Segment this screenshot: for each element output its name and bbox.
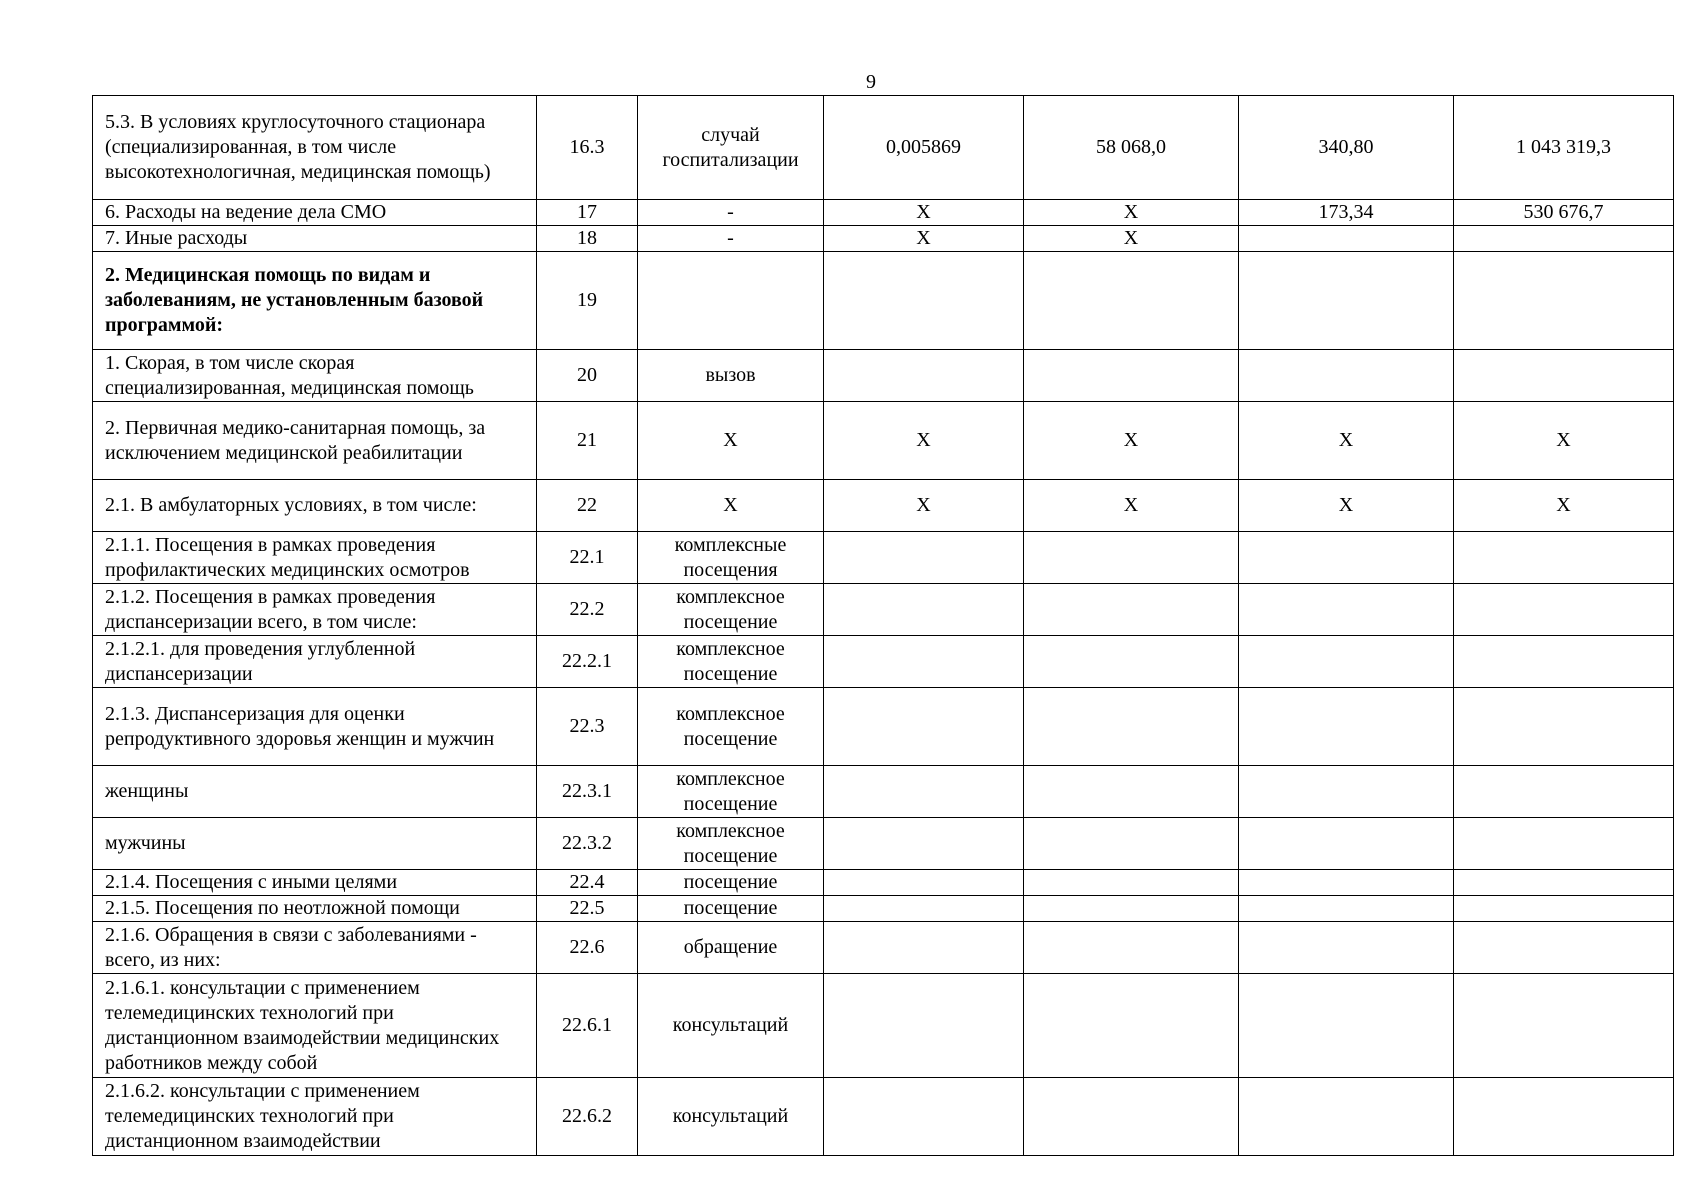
table-row — [93, 226, 1674, 252]
table-row — [93, 922, 1674, 974]
row-total — [1454, 766, 1674, 818]
table-row — [93, 350, 1674, 402]
table-body — [93, 96, 1674, 1156]
row-name: 2.1. В амбулаторных условиях, в том числе: — [93, 480, 537, 532]
row-unit: комплексное посещение — [638, 584, 824, 636]
row-name: мужчины — [93, 818, 537, 870]
row-volume: Х — [824, 200, 1024, 226]
row-cost — [1024, 922, 1239, 974]
table-row — [93, 818, 1674, 870]
row-unit: вызов — [638, 350, 824, 402]
row-volume: Х — [824, 402, 1024, 480]
row-cost — [1024, 896, 1239, 922]
row-name: женщины — [93, 766, 537, 818]
table-row — [93, 480, 1674, 532]
row-per-capita — [1239, 226, 1454, 252]
row-cost — [1024, 532, 1239, 584]
row-cost — [1024, 636, 1239, 688]
row-code: 20 — [537, 350, 638, 402]
row-volume — [824, 818, 1024, 870]
row-code: 16.3 — [537, 96, 638, 200]
row-code: 22.3.1 — [537, 766, 638, 818]
row-unit: посещение — [638, 870, 824, 896]
row-per-capita — [1239, 1078, 1454, 1156]
row-name: 7. Иные расходы — [93, 226, 537, 252]
row-per-capita — [1239, 818, 1454, 870]
row-unit: консультаций — [638, 974, 824, 1078]
row-per-capita — [1239, 532, 1454, 584]
row-name: 2.1.2.1. для проведения углубленной диспансеризации — [93, 636, 537, 688]
table-row — [93, 200, 1674, 226]
row-unit — [638, 252, 824, 350]
row-total — [1454, 636, 1674, 688]
row-code: 22.6.1 — [537, 974, 638, 1078]
row-total — [1454, 974, 1674, 1078]
row-total — [1454, 532, 1674, 584]
row-cost — [1024, 584, 1239, 636]
row-volume — [824, 896, 1024, 922]
row-total: Х — [1454, 480, 1674, 532]
row-total: 530 676,7 — [1454, 200, 1674, 226]
row-cost — [1024, 870, 1239, 896]
row-volume: Х — [824, 480, 1024, 532]
row-cost — [1024, 818, 1239, 870]
row-volume — [824, 252, 1024, 350]
row-per-capita: 340,80 — [1239, 96, 1454, 200]
row-volume — [824, 636, 1024, 688]
row-volume — [824, 870, 1024, 896]
table-row — [93, 96, 1674, 200]
row-name: 2.1.2. Посещения в рамках проведения диспансеризации всего, в том числе: — [93, 584, 537, 636]
table-row — [93, 636, 1674, 688]
table-row — [93, 252, 1674, 350]
row-code: 22.2.1 — [537, 636, 638, 688]
row-name: 2.1.3. Диспансеризация для оценки репродуктивного здоровья женщин и мужчин — [93, 688, 537, 766]
row-code: 22.4 — [537, 870, 638, 896]
row-per-capita: Х — [1239, 480, 1454, 532]
row-per-capita: Х — [1239, 402, 1454, 480]
table-row — [93, 688, 1674, 766]
table-row — [93, 974, 1674, 1078]
row-volume — [824, 584, 1024, 636]
row-volume — [824, 688, 1024, 766]
row-cost: Х — [1024, 480, 1239, 532]
table-row — [93, 584, 1674, 636]
row-per-capita — [1239, 870, 1454, 896]
row-per-capita — [1239, 922, 1454, 974]
row-total — [1454, 818, 1674, 870]
row-name: 2. Первичная медико-санитарная помощь, за исключением медицинской реабилитации — [93, 402, 537, 480]
row-volume: Х — [824, 226, 1024, 252]
row-code: 21 — [537, 402, 638, 480]
row-code: 22.6.2 — [537, 1078, 638, 1156]
row-unit: комплексное посещение — [638, 636, 824, 688]
table-row — [93, 532, 1674, 584]
row-unit: комплексное посещение — [638, 818, 824, 870]
row-cost — [1024, 688, 1239, 766]
row-name: 2.1.6.1. консультации с применением телемедицинских технологий при дистанционном взаимодействии медицинских работников между собой — [93, 974, 537, 1078]
row-total — [1454, 584, 1674, 636]
row-name: 5.3. В условиях круглосуточного стационара (специализированная, в том числе высокотехнологичная, медицинская помощь) — [93, 96, 537, 200]
row-cost — [1024, 766, 1239, 818]
row-volume — [824, 532, 1024, 584]
row-unit: комплексное посещение — [638, 688, 824, 766]
row-unit: посещение — [638, 896, 824, 922]
table-row — [93, 896, 1674, 922]
row-code: 22.5 — [537, 896, 638, 922]
table-row — [93, 402, 1674, 480]
table-row — [93, 766, 1674, 818]
row-unit: Х — [638, 480, 824, 532]
row-total — [1454, 896, 1674, 922]
page-number: 9 — [866, 71, 876, 93]
table-row — [93, 1078, 1674, 1156]
row-cost — [1024, 1078, 1239, 1156]
row-code: 22.6 — [537, 922, 638, 974]
table-row — [93, 870, 1674, 896]
row-unit: обращение — [638, 922, 824, 974]
row-total — [1454, 350, 1674, 402]
row-cost: 58 068,0 — [1024, 96, 1239, 200]
row-cost — [1024, 350, 1239, 402]
row-code: 17 — [537, 200, 638, 226]
row-cost — [1024, 974, 1239, 1078]
row-per-capita — [1239, 896, 1454, 922]
row-unit: случай госпитализации — [638, 96, 824, 200]
row-cost: Х — [1024, 226, 1239, 252]
row-name: 2. Медицинская помощь по видам и заболеваниям, не установленным базовой программой: — [93, 252, 537, 350]
row-volume — [824, 350, 1024, 402]
row-total — [1454, 870, 1674, 896]
row-per-capita — [1239, 974, 1454, 1078]
program-table — [92, 95, 1674, 1156]
row-total: Х — [1454, 402, 1674, 480]
row-unit: Х — [638, 402, 824, 480]
row-code: 22.3 — [537, 688, 638, 766]
row-code: 22 — [537, 480, 638, 532]
row-unit: комплексные посещения — [638, 532, 824, 584]
row-unit: - — [638, 200, 824, 226]
row-total — [1454, 688, 1674, 766]
row-code: 18 — [537, 226, 638, 252]
row-name: 2.1.6. Обращения в связи с заболеваниями - всего, из них: — [93, 922, 537, 974]
row-volume — [824, 1078, 1024, 1156]
row-total — [1454, 252, 1674, 350]
row-code: 22.3.2 — [537, 818, 638, 870]
row-unit: - — [638, 226, 824, 252]
row-name: 2.1.6.2. консультации с применением телемедицинских технологий при дистанционном взаимодействии — [93, 1078, 537, 1156]
row-unit: комплексное посещение — [638, 766, 824, 818]
row-name: 1. Скорая, в том числе скорая специализированная, медицинская помощь — [93, 350, 537, 402]
row-name: 2.1.1. Посещения в рамках проведения профилактических медицинских осмотров — [93, 532, 537, 584]
row-per-capita: 173,34 — [1239, 200, 1454, 226]
row-per-capita — [1239, 636, 1454, 688]
row-code: 22.1 — [537, 532, 638, 584]
row-name: 2.1.4. Посещения с иными целями — [93, 870, 537, 896]
row-name: 2.1.5. Посещения по неотложной помощи — [93, 896, 537, 922]
row-cost: Х — [1024, 200, 1239, 226]
row-per-capita — [1239, 584, 1454, 636]
row-unit: консультаций — [638, 1078, 824, 1156]
row-total: 1 043 319,3 — [1454, 96, 1674, 200]
row-total — [1454, 1078, 1674, 1156]
row-per-capita — [1239, 688, 1454, 766]
row-volume — [824, 974, 1024, 1078]
row-volume — [824, 922, 1024, 974]
row-code: 19 — [537, 252, 638, 350]
row-per-capita — [1239, 252, 1454, 350]
row-volume — [824, 766, 1024, 818]
row-cost: Х — [1024, 402, 1239, 480]
row-per-capita — [1239, 766, 1454, 818]
row-per-capita — [1239, 350, 1454, 402]
row-code: 22.2 — [537, 584, 638, 636]
row-total — [1454, 922, 1674, 974]
row-total — [1454, 226, 1674, 252]
row-name: 6. Расходы на ведение дела СМО — [93, 200, 537, 226]
row-cost — [1024, 252, 1239, 350]
row-volume: 0,005869 — [824, 96, 1024, 200]
